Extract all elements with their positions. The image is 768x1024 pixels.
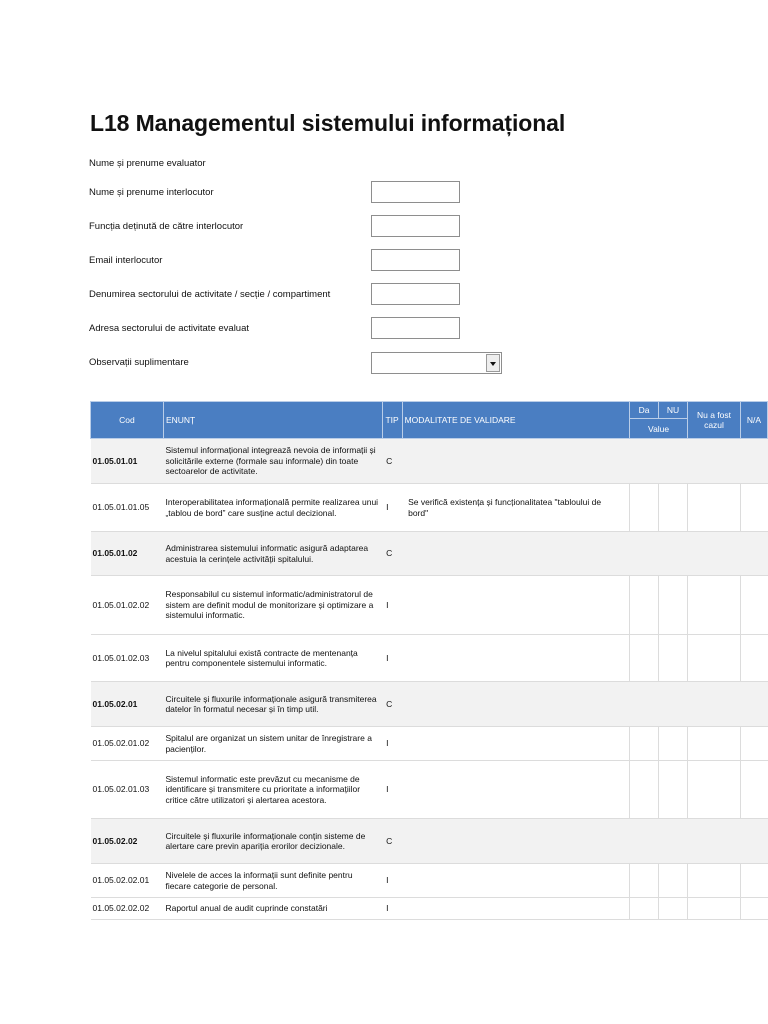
interlocutor-name-label: Nume și prenume interlocutor xyxy=(89,187,214,198)
sector-name-label: Denumirea sectorului de activitate / secție / compartiment xyxy=(89,289,331,300)
nu-checkbox-cell[interactable] xyxy=(659,864,688,898)
da-checkbox-cell[interactable] xyxy=(630,635,659,682)
nu-a-fost-cazul-cell xyxy=(688,439,741,484)
validation-method xyxy=(402,532,630,576)
criterion-statement: Interoperabilitatea informațională permite realizarea unui „tablou de bord” care susține actul decizional. xyxy=(163,484,382,532)
na-cell xyxy=(740,682,767,727)
nu-checkbox-cell[interactable] xyxy=(659,727,688,761)
criterion-type: I xyxy=(382,864,402,898)
nu-checkbox-cell[interactable] xyxy=(659,576,688,635)
criterion-statement: Spitalul are organizat un sistem unitar de înregistrare a pacienților. xyxy=(163,727,382,761)
criterion-code: 01.05.01.02.02 xyxy=(91,576,164,635)
nu-cell xyxy=(659,439,688,484)
criterion-type: I xyxy=(382,761,402,819)
criterion-type: I xyxy=(382,727,402,761)
na-checkbox-cell[interactable] xyxy=(740,864,767,898)
nu-checkbox-cell[interactable] xyxy=(659,898,688,920)
criterion-type: I xyxy=(382,635,402,682)
criterion-code: 01.05.01.01 xyxy=(91,439,164,484)
criterion-statement: Administrarea sistemului informatic asigură adaptarea acestuia la cerințele activității spitalului. xyxy=(163,532,382,576)
column-header-value: Value xyxy=(630,419,688,439)
da-checkbox-cell[interactable] xyxy=(630,576,659,635)
interlocutor-email-label: Email interlocutor xyxy=(89,255,163,266)
criterion-statement: Circuitele și fluxurile informaționale asigură transmiterea datelor în formatul necesar și în timp util. xyxy=(163,682,382,727)
criterion-statement: Circuitele și fluxurile informaționale conțin sisteme de alertare care previn apariția erorilor decizionale. xyxy=(163,819,382,864)
criterion-statement: Raportul anual de audit cuprinde constatări xyxy=(163,898,382,920)
validation-method xyxy=(402,761,630,819)
criterion-type: I xyxy=(382,484,402,532)
criterion-code: 01.05.02.02.02 xyxy=(91,898,164,920)
dropdown-arrow-button[interactable] xyxy=(486,354,500,372)
na-checkbox-cell[interactable] xyxy=(740,576,767,635)
column-header-modalitate: MODALITATE DE VALIDARE xyxy=(402,402,630,439)
interlocutor-function-label: Funcția deținută de către interlocutor xyxy=(89,221,244,232)
da-checkbox-cell[interactable] xyxy=(630,484,659,532)
criterion-type: C xyxy=(382,532,402,576)
nu-checkbox-cell[interactable] xyxy=(659,484,688,532)
nu-a-fost-cazul-cell xyxy=(688,682,741,727)
observations-dropdown[interactable] xyxy=(371,352,502,374)
criterion-code: 01.05.02.01 xyxy=(91,682,164,727)
da-cell xyxy=(630,682,659,727)
da-cell xyxy=(630,439,659,484)
table-row xyxy=(91,635,768,682)
table-row xyxy=(91,761,768,819)
criteria-table xyxy=(90,401,768,920)
nu-cell xyxy=(659,532,688,576)
na-checkbox-cell[interactable] xyxy=(740,761,767,819)
table-row xyxy=(91,532,768,576)
nu-a-fost-cazul-checkbox-cell[interactable] xyxy=(688,576,741,635)
validation-method xyxy=(402,682,630,727)
column-header-nu: NU xyxy=(659,402,688,419)
interlocutor-email-input[interactable] xyxy=(371,249,460,271)
criterion-type: I xyxy=(382,576,402,635)
na-cell xyxy=(740,819,767,864)
column-header-nu-a-fost-cazul: Nu a fost cazul xyxy=(688,402,741,439)
validation-method xyxy=(402,576,630,635)
criterion-statement: Responsabilul cu sistemul informatic/administratorul de sistem are definit modul de monitorizare și optimizare a sistemului informatic. xyxy=(163,576,382,635)
criterion-code: 01.05.01.01.05 xyxy=(91,484,164,532)
nu-a-fost-cazul-checkbox-cell[interactable] xyxy=(688,864,741,898)
na-cell xyxy=(740,532,767,576)
sector-address-label: Adresa sectorului de activitate evaluat xyxy=(89,323,250,334)
criterion-type: C xyxy=(382,819,402,864)
evaluator-name-label: Nume și prenume evaluator xyxy=(89,158,206,169)
table-row xyxy=(91,484,768,532)
criterion-statement: La nivelul spitalului există contracte de mentenanța pentru componentele sistemului informatic. xyxy=(163,635,382,682)
na-checkbox-cell[interactable] xyxy=(740,635,767,682)
column-header-da: Da xyxy=(630,402,659,419)
interlocutor-name-input[interactable] xyxy=(371,181,460,203)
criterion-code: 01.05.01.02.03 xyxy=(91,635,164,682)
page-title: L18 Managementul sistemului informațional xyxy=(90,110,566,136)
validation-method xyxy=(402,864,630,898)
nu-cell xyxy=(659,819,688,864)
sector-address-input[interactable] xyxy=(371,317,460,339)
table-row xyxy=(91,819,768,864)
column-header-na: N/A xyxy=(740,402,767,439)
table-row xyxy=(91,898,768,920)
sector-name-input[interactable] xyxy=(371,283,460,305)
validation-method xyxy=(402,727,630,761)
criterion-statement: Sistemul informațional integrează nevoia de informații și solicitările externe (formale sau informale) din toate sectoarelor de activitate. xyxy=(163,439,382,484)
chevron-down-icon xyxy=(490,362,496,366)
da-checkbox-cell[interactable] xyxy=(630,864,659,898)
na-checkbox-cell[interactable] xyxy=(740,727,767,761)
na-checkbox-cell[interactable] xyxy=(740,898,767,920)
nu-a-fost-cazul-cell xyxy=(688,819,741,864)
column-header-enunt: ENUNȚ xyxy=(163,402,382,439)
column-header-cod: Cod xyxy=(91,402,164,439)
da-checkbox-cell[interactable] xyxy=(630,761,659,819)
nu-a-fost-cazul-checkbox-cell[interactable] xyxy=(688,761,741,819)
validation-method xyxy=(402,635,630,682)
da-cell xyxy=(630,819,659,864)
criterion-code: 01.05.02.01.03 xyxy=(91,761,164,819)
nu-cell xyxy=(659,682,688,727)
validation-method: Se verifică existența și funcționalitatea "tabloului de bord" xyxy=(402,484,630,532)
criterion-statement: Nivelele de acces la informații sunt definite pentru fiecare categorie de personal. xyxy=(163,864,382,898)
nu-a-fost-cazul-checkbox-cell[interactable] xyxy=(688,635,741,682)
table-row xyxy=(91,864,768,898)
table-row xyxy=(91,576,768,635)
nu-a-fost-cazul-checkbox-cell[interactable] xyxy=(688,898,741,920)
criterion-code: 01.05.02.01.02 xyxy=(91,727,164,761)
nu-a-fost-cazul-checkbox-cell[interactable] xyxy=(688,727,741,761)
criterion-code: 01.05.02.02 xyxy=(91,819,164,864)
da-checkbox-cell[interactable] xyxy=(630,898,659,920)
na-cell xyxy=(740,439,767,484)
criterion-type: C xyxy=(382,439,402,484)
table-row xyxy=(91,682,768,727)
criterion-code: 01.05.02.02.01 xyxy=(91,864,164,898)
table-row xyxy=(91,439,768,484)
table-row xyxy=(91,727,768,761)
validation-method xyxy=(402,898,630,920)
criterion-type: C xyxy=(382,682,402,727)
criterion-type: I xyxy=(382,898,402,920)
validation-method xyxy=(402,819,630,864)
observations-label: Observații suplimentare xyxy=(89,357,189,368)
da-cell xyxy=(630,532,659,576)
criterion-statement: Sistemul informatic este prevăzut cu mecanisme de identificare și transmitere cu prioritate a informațiilor critice către utilizatori și alertarea acestora. xyxy=(163,761,382,819)
nu-a-fost-cazul-checkbox-cell[interactable] xyxy=(688,484,741,532)
criterion-code: 01.05.01.02 xyxy=(91,532,164,576)
nu-checkbox-cell[interactable] xyxy=(659,761,688,819)
da-checkbox-cell[interactable] xyxy=(630,727,659,761)
nu-a-fost-cazul-cell xyxy=(688,532,741,576)
validation-method xyxy=(402,439,630,484)
column-header-tip: TIP xyxy=(382,402,402,439)
interlocutor-function-input[interactable] xyxy=(371,215,460,237)
na-checkbox-cell[interactable] xyxy=(740,484,767,532)
nu-checkbox-cell[interactable] xyxy=(659,635,688,682)
